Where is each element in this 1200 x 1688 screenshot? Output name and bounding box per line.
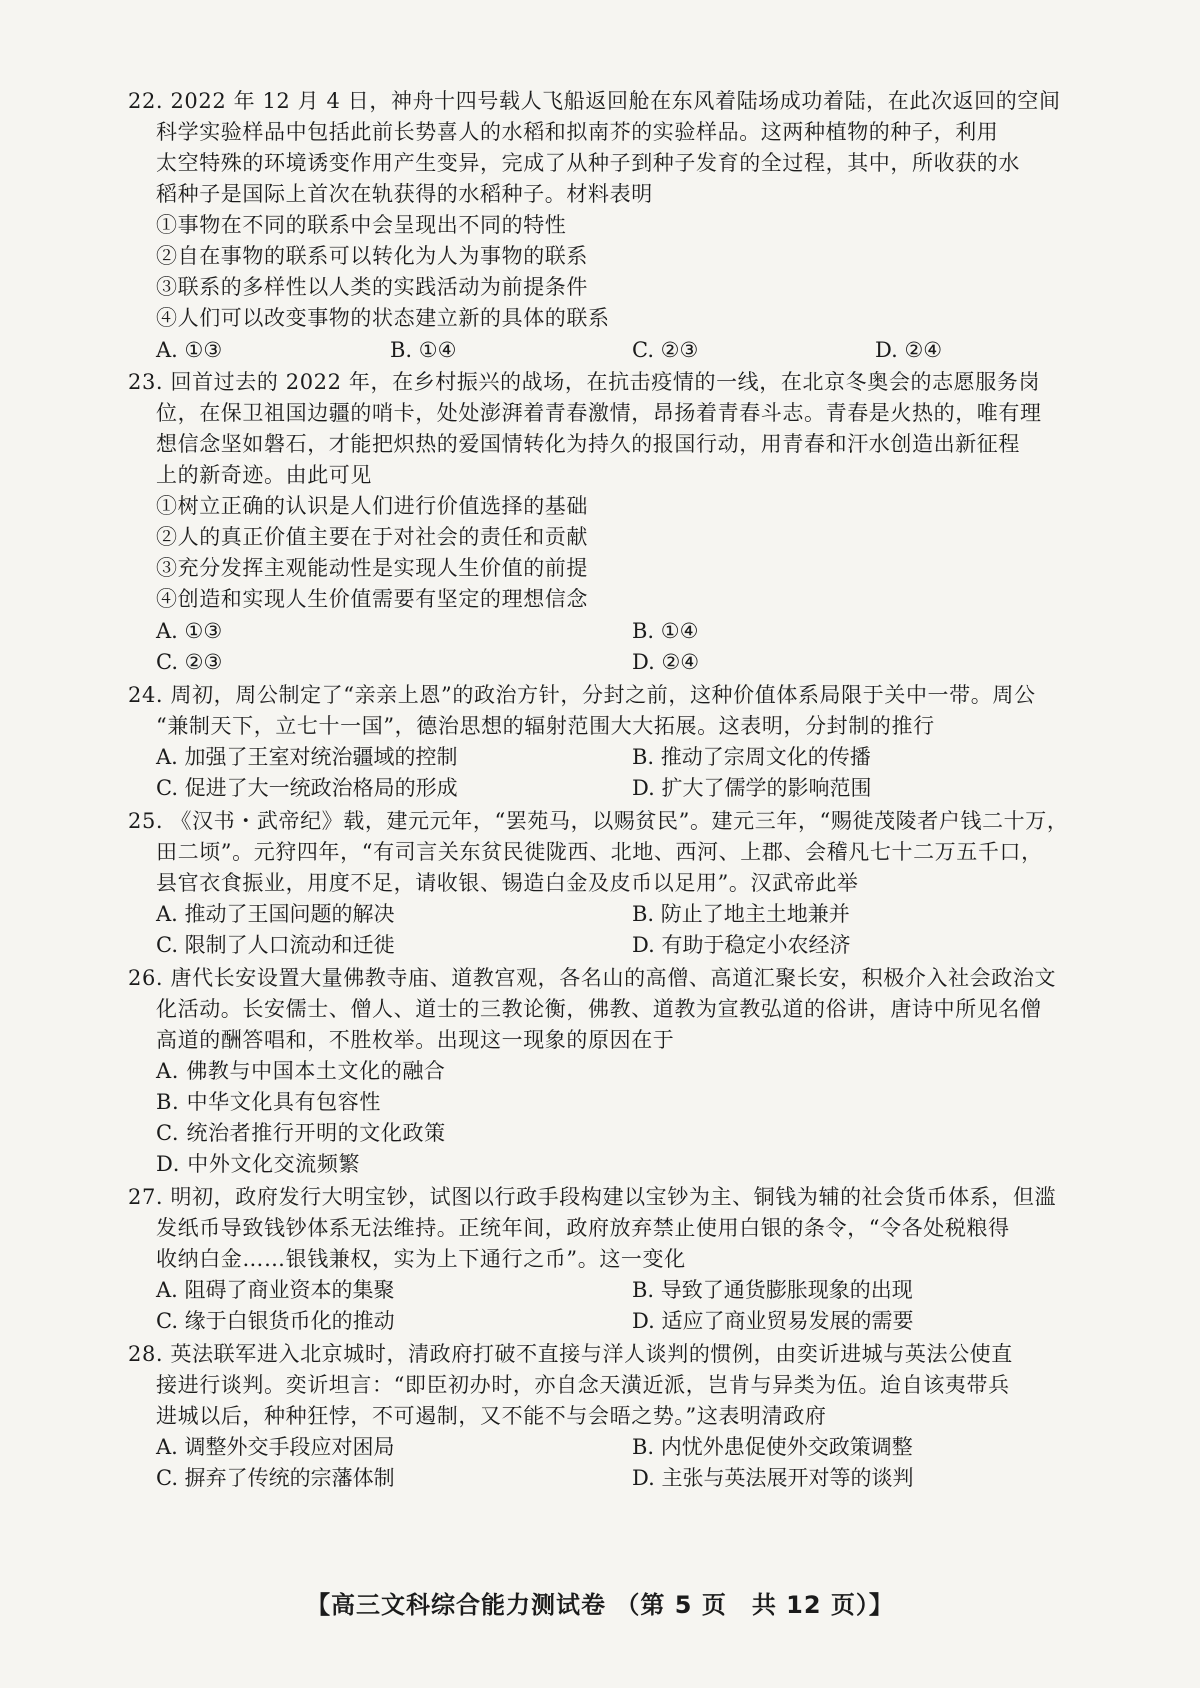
question-stem-line: 科学实验样品中包括此前长势喜人的水稻和拟南芥的实验样品。这两种植物的种子，利用: [156, 120, 999, 144]
statement-item: ①树立正确的认识是人们进行价值选择的基础: [156, 494, 588, 518]
option-b: B. 防止了地主土地兼并: [632, 902, 850, 926]
option-c: C. 限制了人口流动和迁徙: [156, 933, 395, 957]
option-b: B. ①④: [390, 338, 457, 362]
statement-item: ②自在事物的联系可以转化为人为事物的联系: [156, 244, 588, 268]
option-c: C. 促进了大一统政治格局的形成: [156, 776, 458, 800]
question-stem-line: 24. 周初，周公制定了“亲亲上恩”的政治方针，分封之前，这种价值体系局限于关中一带。周公: [128, 683, 1036, 707]
question-stem-line: 上的新奇迹。由此可见: [156, 463, 372, 487]
option-b: B. 中华文化具有包容性: [156, 1090, 381, 1114]
option-d: D. 主张与英法展开对等的谈判: [632, 1466, 914, 1490]
question-stem-line: 发纸币导致钱钞体系无法维持。正统年间，政府放弃禁止使用白银的条令，“令各处税粮得: [156, 1216, 1010, 1240]
page-footer: 【高三文科综合能力测试卷 （第 5 页 共 12 页）】: [306, 1591, 894, 1619]
option-b: B. 推动了宗周文化的传播: [632, 745, 871, 769]
question-stem-line: 22. 2022 年 12 月 4 日，神舟十四号载人飞船返回舱在东风着陆场成功着陆，在此次返回的空间: [128, 89, 1061, 113]
option-d: D. 适应了商业贸易发展的需要: [632, 1309, 914, 1333]
option-b: B. ①④: [632, 619, 699, 643]
statement-item: ①事物在不同的联系中会呈现出不同的特性: [156, 213, 567, 237]
question-stem-line: 进城以后，种种狂悖，不可遏制，又不能不与会晤之势。”这表明清政府: [156, 1404, 827, 1428]
option-d: D. 有助于稳定小农经济: [632, 933, 851, 957]
question-stem-line: 位，在保卫祖国边疆的哨卡，处处澎湃着青春激情，昂扬着青春斗志。青春是火热的，唯有理: [156, 401, 1042, 425]
statement-item: ③联系的多样性以人类的实践活动为前提条件: [156, 275, 588, 299]
option-d: D. ②④: [875, 338, 943, 362]
statement-item: ③充分发挥主观能动性是实现人生价值的前提: [156, 556, 588, 580]
option-c: C. 统治者推行开明的文化政策: [156, 1121, 446, 1145]
question-stem-line: 稻种子是国际上首次在轨获得的水稻种子。材料表明: [156, 182, 653, 206]
question-stem-line: “兼制天下，立七十一国”，德治思想的辐射范围大大拓展。这表明，分封制的推行: [156, 714, 935, 738]
question-stem-line: 县官衣食振业，用度不足，请收银、锡造白金及皮币以足用”。汉武帝此举: [156, 871, 859, 895]
option-d: D. 中外文化交流频繁: [156, 1152, 361, 1176]
statement-item: ④人们可以改变事物的状态建立新的具体的联系: [156, 306, 610, 330]
question-stem-line: 26. 唐代长安设置大量佛教寺庙、道教宫观，各名山的高僧、高道汇聚长安，积极介入社会政治文: [128, 966, 1057, 990]
statement-item: ④创造和实现人生价值需要有坚定的理想信念: [156, 587, 588, 611]
option-c: C. 缘于白银货币化的推动: [156, 1309, 395, 1333]
option-a: A. 加强了王室对统治疆域的控制: [156, 745, 458, 769]
question-stem-line: 化活动。长安儒士、僧人、道士的三教论衡，佛教、道教为宣教弘道的俗讲，唐诗中所见名僧: [156, 997, 1042, 1021]
option-c: C. 摒弃了传统的宗藩体制: [156, 1466, 395, 1490]
question-stem-line: 23. 回首过去的 2022 年，在乡村振兴的战场，在抗击疫情的一线，在北京冬奥会的志愿服务岗: [128, 370, 1041, 394]
option-a: A. 调整外交手段应对困局: [156, 1435, 395, 1459]
option-d: D. ②④: [632, 650, 700, 674]
option-d: D. 扩大了儒学的影响范围: [632, 776, 872, 800]
option-a: A. 阻碍了商业资本的集聚: [156, 1278, 395, 1302]
statement-item: ②人的真正价值主要在于对社会的责任和贡献: [156, 525, 588, 549]
option-c: C. ②③: [156, 650, 223, 674]
option-a: A. ①③: [156, 619, 223, 643]
question-stem-line: 想信念坚如磐石，才能把炽热的爱国情转化为持久的报国行动，用青春和汗水创造出新征程: [156, 432, 1020, 456]
option-b: B. 导致了通货膨胀现象的出现: [632, 1278, 913, 1302]
question-stem-line: 27. 明初，政府发行大明宝钞，试图以行政手段构建以宝钞为主、铜钱为辅的社会货币体系，但滥: [128, 1185, 1057, 1209]
option-b: B. 内忧外患促使外交政策调整: [632, 1435, 913, 1459]
option-a: A. ①③: [156, 338, 223, 362]
option-a: A. 佛教与中国本土文化的融合: [156, 1059, 446, 1083]
option-c: C. ②③: [632, 338, 699, 362]
question-stem-line: 太空特殊的环境诱变作用产生变异，完成了从种子到种子发育的全过程，其中，所收获的水: [156, 151, 1020, 175]
question-stem-line: 收纳白金……银钱兼权，实为上下通行之币”。这一变化: [156, 1247, 686, 1271]
question-stem-line: 高道的酬答唱和，不胜枚举。出现这一现象的原因在于: [156, 1028, 675, 1052]
question-stem-line: 25. 《汉书・武帝纪》载，建元元年，“罢苑马，以赐贫民”。建元三年，“赐徙茂陵者户钱二十万，: [128, 809, 1069, 833]
question-stem-line: 28. 英法联军进入北京城时，清政府打破不直接与洋人谈判的惯例，由奕䜣进城与英法公使直: [128, 1342, 1013, 1366]
question-stem-line: 田二顷”。元狩四年，“有司言关东贫民徙陇西、北地、西河、上郡、会稽凡七十二万五千口，: [156, 840, 1043, 864]
option-a: A. 推动了王国问题的解决: [156, 902, 395, 926]
question-stem-line: 接进行谈判。奕䜣坦言：“即臣初办时，亦自念天潢近派，岂肯与异类为伍。迨自该夷带兵: [156, 1373, 1010, 1397]
